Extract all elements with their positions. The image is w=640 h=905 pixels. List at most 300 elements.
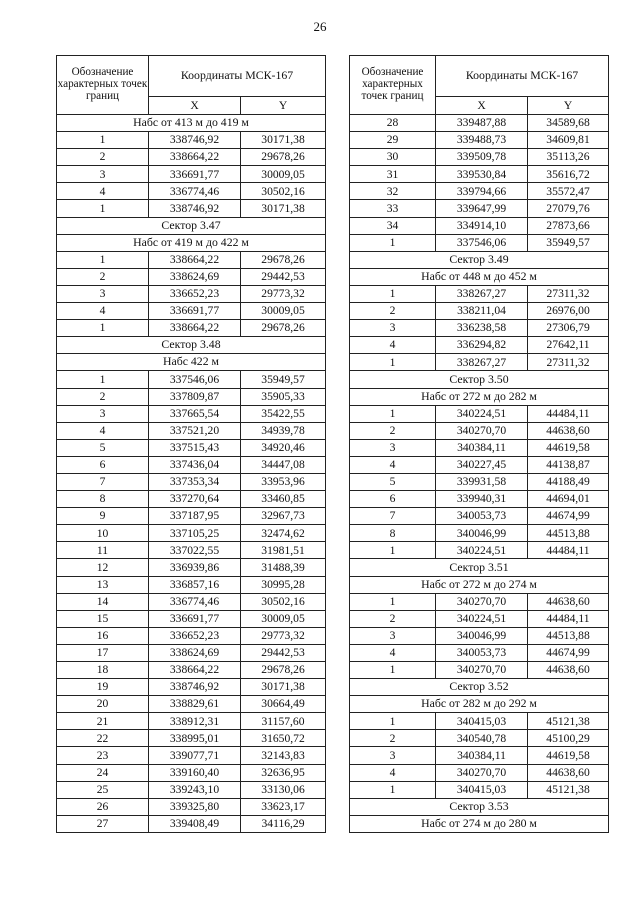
header-y-label: Y bbox=[528, 97, 609, 115]
table-row bbox=[57, 593, 326, 610]
x-coordinate-cell: 336774,46 bbox=[149, 593, 241, 610]
y-coordinate-cell: 31157,60 bbox=[241, 713, 326, 730]
y-coordinate-cell: 27306,79 bbox=[528, 320, 609, 337]
x-coordinate-cell: 339647,99 bbox=[436, 200, 528, 217]
y-coordinate-cell: 34589,68 bbox=[528, 115, 609, 132]
x-coordinate-cell: 340270,70 bbox=[436, 662, 528, 679]
section-title: Набс от 274 м до 280 м bbox=[350, 815, 609, 832]
y-coordinate-cell: 30171,38 bbox=[241, 200, 326, 217]
table-row bbox=[350, 439, 609, 456]
x-coordinate-cell: 336294,82 bbox=[436, 337, 528, 354]
x-coordinate-cell: 339488,73 bbox=[436, 132, 528, 149]
table-row bbox=[350, 508, 609, 525]
x-coordinate-cell: 337270,64 bbox=[149, 491, 241, 508]
y-coordinate-cell: 34609,81 bbox=[528, 132, 609, 149]
x-coordinate-cell: 337105,25 bbox=[149, 525, 241, 542]
y-coordinate-cell: 33623,17 bbox=[241, 798, 326, 815]
table-row bbox=[350, 285, 609, 302]
y-coordinate-cell: 33953,96 bbox=[241, 473, 326, 490]
y-coordinate-cell: 35616,72 bbox=[528, 166, 609, 183]
section-title: Сектор 3.47 bbox=[57, 217, 326, 234]
point-number-cell: 9 bbox=[57, 508, 149, 525]
x-coordinate-cell: 338211,04 bbox=[436, 303, 528, 320]
point-number-cell: 13 bbox=[57, 576, 149, 593]
point-number-cell: 28 bbox=[350, 115, 436, 132]
point-number-cell: 2 bbox=[57, 388, 149, 405]
point-number-cell: 25 bbox=[57, 781, 149, 798]
x-coordinate-cell: 336652,23 bbox=[149, 285, 241, 302]
point-number-cell: 1 bbox=[350, 542, 436, 559]
x-coordinate-cell: 337521,20 bbox=[149, 422, 241, 439]
y-coordinate-cell: 32636,95 bbox=[241, 764, 326, 781]
x-coordinate-cell: 338664,22 bbox=[149, 320, 241, 337]
section-row bbox=[350, 559, 609, 576]
table-row bbox=[57, 439, 326, 456]
y-coordinate-cell: 29678,26 bbox=[241, 662, 326, 679]
table-row bbox=[57, 149, 326, 166]
x-coordinate-cell: 334914,10 bbox=[436, 217, 528, 234]
point-number-cell: 26 bbox=[57, 798, 149, 815]
point-number-cell: 1 bbox=[57, 200, 149, 217]
x-coordinate-cell: 338664,22 bbox=[149, 251, 241, 268]
x-coordinate-cell: 340540,78 bbox=[436, 730, 528, 747]
y-coordinate-cell: 44484,11 bbox=[528, 542, 609, 559]
x-coordinate-cell: 339243,10 bbox=[149, 781, 241, 798]
table-row bbox=[57, 764, 326, 781]
y-coordinate-cell: 27079,76 bbox=[528, 200, 609, 217]
y-coordinate-cell: 31488,39 bbox=[241, 559, 326, 576]
table-row bbox=[57, 730, 326, 747]
y-coordinate-cell: 29678,26 bbox=[241, 149, 326, 166]
y-coordinate-cell: 44638,60 bbox=[528, 422, 609, 439]
y-coordinate-cell: 44513,88 bbox=[528, 627, 609, 644]
x-coordinate-cell: 338664,22 bbox=[149, 149, 241, 166]
section-title: Набс от 272 м до 282 м bbox=[350, 388, 609, 405]
point-number-cell: 6 bbox=[350, 491, 436, 508]
x-coordinate-cell: 337187,95 bbox=[149, 508, 241, 525]
x-coordinate-cell: 336691,77 bbox=[149, 303, 241, 320]
point-number-cell: 8 bbox=[350, 525, 436, 542]
table-row bbox=[350, 200, 609, 217]
x-coordinate-cell: 339931,58 bbox=[436, 473, 528, 490]
section-row bbox=[57, 217, 326, 234]
table-row bbox=[350, 593, 609, 610]
table-row bbox=[350, 234, 609, 251]
table-row bbox=[57, 815, 326, 832]
y-coordinate-cell: 45100,29 bbox=[528, 730, 609, 747]
y-coordinate-cell: 29442,53 bbox=[241, 268, 326, 285]
point-number-cell: 1 bbox=[350, 662, 436, 679]
table-body-right bbox=[350, 115, 609, 833]
point-number-cell: 2 bbox=[350, 730, 436, 747]
y-coordinate-cell: 44694,01 bbox=[528, 491, 609, 508]
table-row bbox=[350, 713, 609, 730]
y-coordinate-cell: 30664,49 bbox=[241, 696, 326, 713]
y-coordinate-cell: 44638,60 bbox=[528, 593, 609, 610]
x-coordinate-cell: 338624,69 bbox=[149, 644, 241, 661]
y-coordinate-cell: 30502,16 bbox=[241, 183, 326, 200]
section-title: Набс от 272 м до 274 м bbox=[350, 576, 609, 593]
x-coordinate-cell: 338664,22 bbox=[149, 662, 241, 679]
table-row bbox=[57, 285, 326, 302]
x-coordinate-cell: 340046,99 bbox=[436, 525, 528, 542]
section-row bbox=[350, 576, 609, 593]
table-row bbox=[57, 422, 326, 439]
point-number-cell: 1 bbox=[350, 593, 436, 610]
y-coordinate-cell: 44619,58 bbox=[528, 439, 609, 456]
point-number-cell: 1 bbox=[57, 251, 149, 268]
x-coordinate-cell: 340415,03 bbox=[436, 781, 528, 798]
point-number-cell: 2 bbox=[350, 422, 436, 439]
x-coordinate-cell: 339530,84 bbox=[436, 166, 528, 183]
table-row bbox=[57, 320, 326, 337]
x-coordinate-cell: 338746,92 bbox=[149, 679, 241, 696]
y-coordinate-cell: 44638,60 bbox=[528, 764, 609, 781]
table-row bbox=[57, 696, 326, 713]
y-coordinate-cell: 29442,53 bbox=[241, 644, 326, 661]
y-coordinate-cell: 32474,62 bbox=[241, 525, 326, 542]
x-coordinate-cell: 339509,78 bbox=[436, 149, 528, 166]
point-number-cell: 17 bbox=[57, 644, 149, 661]
x-coordinate-cell: 340384,11 bbox=[436, 747, 528, 764]
x-coordinate-cell: 338746,92 bbox=[149, 200, 241, 217]
section-title: Сектор 3.50 bbox=[350, 371, 609, 388]
section-row bbox=[57, 337, 326, 354]
x-coordinate-cell: 337436,04 bbox=[149, 456, 241, 473]
point-number-cell: 3 bbox=[57, 285, 149, 302]
x-coordinate-cell: 340384,11 bbox=[436, 439, 528, 456]
table-row bbox=[350, 354, 609, 371]
table-row bbox=[350, 183, 609, 200]
table-row bbox=[350, 610, 609, 627]
x-coordinate-cell: 340224,51 bbox=[436, 405, 528, 422]
table-row bbox=[350, 337, 609, 354]
table-row bbox=[350, 217, 609, 234]
x-coordinate-cell: 336691,77 bbox=[149, 166, 241, 183]
point-number-cell: 3 bbox=[350, 439, 436, 456]
table-row bbox=[57, 525, 326, 542]
y-coordinate-cell: 34447,08 bbox=[241, 456, 326, 473]
point-number-cell: 4 bbox=[57, 422, 149, 439]
y-coordinate-cell: 45121,38 bbox=[528, 781, 609, 798]
y-coordinate-cell: 44674,99 bbox=[528, 644, 609, 661]
table-row bbox=[350, 491, 609, 508]
point-number-cell: 1 bbox=[57, 132, 149, 149]
section-row bbox=[350, 679, 609, 696]
y-coordinate-cell: 31650,72 bbox=[241, 730, 326, 747]
x-coordinate-cell: 339325,80 bbox=[149, 798, 241, 815]
x-coordinate-cell: 339160,40 bbox=[149, 764, 241, 781]
point-number-cell: 2 bbox=[350, 303, 436, 320]
table-row bbox=[350, 166, 609, 183]
header-system-label: Координаты МСК-167 bbox=[149, 56, 326, 97]
section-title: Набс 422 м bbox=[57, 354, 326, 371]
y-coordinate-cell: 30009,05 bbox=[241, 303, 326, 320]
section-title: Сектор 3.51 bbox=[350, 559, 609, 576]
table-row bbox=[350, 730, 609, 747]
point-number-cell: 1 bbox=[350, 713, 436, 730]
table-row bbox=[350, 644, 609, 661]
y-coordinate-cell: 44513,88 bbox=[528, 525, 609, 542]
y-coordinate-cell: 29773,32 bbox=[241, 627, 326, 644]
point-number-cell: 2 bbox=[350, 610, 436, 627]
y-coordinate-cell: 35422,55 bbox=[241, 405, 326, 422]
y-coordinate-cell: 34939,78 bbox=[241, 422, 326, 439]
x-coordinate-cell: 340270,70 bbox=[436, 593, 528, 610]
x-coordinate-cell: 338624,69 bbox=[149, 268, 241, 285]
point-number-cell: 27 bbox=[57, 815, 149, 832]
table-body-left bbox=[57, 115, 326, 833]
x-coordinate-cell: 340046,99 bbox=[436, 627, 528, 644]
y-coordinate-cell: 35949,57 bbox=[528, 234, 609, 251]
table-row bbox=[57, 781, 326, 798]
y-coordinate-cell: 34116,29 bbox=[241, 815, 326, 832]
point-number-cell: 18 bbox=[57, 662, 149, 679]
table-row bbox=[350, 764, 609, 781]
point-number-cell: 8 bbox=[57, 491, 149, 508]
table-row bbox=[57, 371, 326, 388]
section-title: Набс от 419 м до 422 м bbox=[57, 234, 326, 251]
y-coordinate-cell: 30171,38 bbox=[241, 132, 326, 149]
point-number-cell: 14 bbox=[57, 593, 149, 610]
x-coordinate-cell: 340053,73 bbox=[436, 508, 528, 525]
table-row bbox=[57, 713, 326, 730]
table-row bbox=[350, 662, 609, 679]
section-row bbox=[57, 234, 326, 251]
section-title: Сектор 3.52 bbox=[350, 679, 609, 696]
y-coordinate-cell: 27311,32 bbox=[528, 285, 609, 302]
table-row bbox=[57, 644, 326, 661]
coordinates-table-left bbox=[56, 55, 326, 833]
x-coordinate-cell: 336652,23 bbox=[149, 627, 241, 644]
section-title: Набс от 448 м до 452 м bbox=[350, 268, 609, 285]
table-row bbox=[57, 576, 326, 593]
y-coordinate-cell: 33130,06 bbox=[241, 781, 326, 798]
y-coordinate-cell: 32143,83 bbox=[241, 747, 326, 764]
point-number-cell: 2 bbox=[57, 149, 149, 166]
x-coordinate-cell: 338267,27 bbox=[436, 285, 528, 302]
section-row bbox=[350, 268, 609, 285]
header-point-label: Обозначение характерных точек границ bbox=[350, 56, 436, 115]
point-number-cell: 1 bbox=[350, 781, 436, 798]
section-title: Набс от 282 м до 292 м bbox=[350, 696, 609, 713]
section-row bbox=[350, 798, 609, 815]
y-coordinate-cell: 44188,49 bbox=[528, 473, 609, 490]
y-coordinate-cell: 35572,47 bbox=[528, 183, 609, 200]
table-row bbox=[350, 320, 609, 337]
y-coordinate-cell: 45121,38 bbox=[528, 713, 609, 730]
table-row bbox=[350, 132, 609, 149]
point-number-cell: 4 bbox=[350, 456, 436, 473]
table-row bbox=[57, 456, 326, 473]
section-row bbox=[350, 815, 609, 832]
x-coordinate-cell: 339487,88 bbox=[436, 115, 528, 132]
y-coordinate-cell: 44484,11 bbox=[528, 610, 609, 627]
x-coordinate-cell: 338746,92 bbox=[149, 132, 241, 149]
section-row bbox=[350, 696, 609, 713]
table-row bbox=[350, 542, 609, 559]
point-number-cell: 12 bbox=[57, 559, 149, 576]
point-number-cell: 1 bbox=[350, 405, 436, 422]
x-coordinate-cell: 338995,01 bbox=[149, 730, 241, 747]
section-row bbox=[57, 354, 326, 371]
section-row bbox=[350, 251, 609, 268]
table-row bbox=[57, 679, 326, 696]
x-coordinate-cell: 339408,49 bbox=[149, 815, 241, 832]
coordinates-table-right bbox=[349, 55, 609, 833]
point-number-cell: 31 bbox=[350, 166, 436, 183]
y-coordinate-cell: 29773,32 bbox=[241, 285, 326, 302]
point-number-cell: 10 bbox=[57, 525, 149, 542]
point-number-cell: 3 bbox=[350, 627, 436, 644]
section-row bbox=[350, 388, 609, 405]
x-coordinate-cell: 340270,70 bbox=[436, 422, 528, 439]
x-coordinate-cell: 336691,77 bbox=[149, 610, 241, 627]
point-number-cell: 4 bbox=[350, 644, 436, 661]
table-row bbox=[350, 149, 609, 166]
table-row bbox=[350, 473, 609, 490]
table-row bbox=[57, 303, 326, 320]
y-coordinate-cell: 44484,11 bbox=[528, 405, 609, 422]
header-point-label: Обозначение характерных точек границ bbox=[57, 56, 149, 115]
section-row bbox=[350, 371, 609, 388]
y-coordinate-cell: 31981,51 bbox=[241, 542, 326, 559]
table-row bbox=[57, 491, 326, 508]
table-row bbox=[350, 405, 609, 422]
page-number: 26 bbox=[313, 19, 327, 34]
table-row bbox=[57, 251, 326, 268]
y-coordinate-cell: 44619,58 bbox=[528, 747, 609, 764]
point-number-cell: 21 bbox=[57, 713, 149, 730]
y-coordinate-cell: 30995,28 bbox=[241, 576, 326, 593]
table-row bbox=[57, 132, 326, 149]
x-coordinate-cell: 336774,46 bbox=[149, 183, 241, 200]
table-row bbox=[57, 183, 326, 200]
y-coordinate-cell: 27311,32 bbox=[528, 354, 609, 371]
x-coordinate-cell: 340227,45 bbox=[436, 456, 528, 473]
table-row bbox=[57, 388, 326, 405]
table-row bbox=[350, 747, 609, 764]
y-coordinate-cell: 33460,85 bbox=[241, 491, 326, 508]
y-coordinate-cell: 30009,05 bbox=[241, 610, 326, 627]
table-row bbox=[57, 747, 326, 764]
y-coordinate-cell: 29678,26 bbox=[241, 320, 326, 337]
table-row bbox=[57, 200, 326, 217]
x-coordinate-cell: 337546,06 bbox=[436, 234, 528, 251]
point-number-cell: 4 bbox=[57, 183, 149, 200]
y-coordinate-cell: 27642,11 bbox=[528, 337, 609, 354]
point-number-cell: 3 bbox=[350, 747, 436, 764]
point-number-cell: 7 bbox=[57, 473, 149, 490]
table-row bbox=[350, 627, 609, 644]
y-coordinate-cell: 32967,73 bbox=[241, 508, 326, 525]
x-coordinate-cell: 336939,86 bbox=[149, 559, 241, 576]
x-coordinate-cell: 337353,34 bbox=[149, 473, 241, 490]
point-number-cell: 29 bbox=[350, 132, 436, 149]
table-row bbox=[57, 268, 326, 285]
y-coordinate-cell: 44674,99 bbox=[528, 508, 609, 525]
x-coordinate-cell: 338829,61 bbox=[149, 696, 241, 713]
table-row bbox=[57, 405, 326, 422]
header-y-label: Y bbox=[241, 97, 326, 115]
table-row bbox=[350, 525, 609, 542]
x-coordinate-cell: 340053,73 bbox=[436, 644, 528, 661]
section-title: Сектор 3.49 bbox=[350, 251, 609, 268]
point-number-cell: 19 bbox=[57, 679, 149, 696]
y-coordinate-cell: 27873,66 bbox=[528, 217, 609, 234]
point-number-cell: 1 bbox=[57, 320, 149, 337]
section-title: Сектор 3.48 bbox=[57, 337, 326, 354]
y-coordinate-cell: 44638,60 bbox=[528, 662, 609, 679]
point-number-cell: 22 bbox=[57, 730, 149, 747]
point-number-cell: 1 bbox=[57, 371, 149, 388]
table-row bbox=[57, 559, 326, 576]
point-number-cell: 2 bbox=[57, 268, 149, 285]
table-row bbox=[57, 542, 326, 559]
y-coordinate-cell: 26976,00 bbox=[528, 303, 609, 320]
point-number-cell: 4 bbox=[350, 764, 436, 781]
x-coordinate-cell: 337665,54 bbox=[149, 405, 241, 422]
table-row bbox=[57, 473, 326, 490]
section-row bbox=[57, 115, 326, 132]
point-number-cell: 1 bbox=[350, 354, 436, 371]
point-number-cell: 1 bbox=[350, 285, 436, 302]
point-number-cell: 24 bbox=[57, 764, 149, 781]
y-coordinate-cell: 30171,38 bbox=[241, 679, 326, 696]
section-title: Сектор 3.53 bbox=[350, 798, 609, 815]
x-coordinate-cell: 337809,87 bbox=[149, 388, 241, 405]
y-coordinate-cell: 30502,16 bbox=[241, 593, 326, 610]
y-coordinate-cell: 35113,26 bbox=[528, 149, 609, 166]
point-number-cell: 3 bbox=[57, 166, 149, 183]
table-row bbox=[350, 456, 609, 473]
point-number-cell: 4 bbox=[350, 337, 436, 354]
table-row bbox=[57, 610, 326, 627]
x-coordinate-cell: 339794,66 bbox=[436, 183, 528, 200]
header-system-label: Координаты МСК-167 bbox=[436, 56, 609, 97]
point-number-cell: 4 bbox=[57, 303, 149, 320]
point-number-cell: 1 bbox=[350, 234, 436, 251]
x-coordinate-cell: 340270,70 bbox=[436, 764, 528, 781]
section-title: Набс от 413 м до 419 м bbox=[57, 115, 326, 132]
table-row bbox=[57, 798, 326, 815]
point-number-cell: 3 bbox=[57, 405, 149, 422]
point-number-cell: 6 bbox=[57, 456, 149, 473]
point-number-cell: 32 bbox=[350, 183, 436, 200]
y-coordinate-cell: 30009,05 bbox=[241, 166, 326, 183]
point-number-cell: 3 bbox=[350, 320, 436, 337]
y-coordinate-cell: 44138,87 bbox=[528, 456, 609, 473]
y-coordinate-cell: 29678,26 bbox=[241, 251, 326, 268]
header-x-label: X bbox=[436, 97, 528, 115]
x-coordinate-cell: 340415,03 bbox=[436, 713, 528, 730]
x-coordinate-cell: 337546,06 bbox=[149, 371, 241, 388]
table-row bbox=[350, 422, 609, 439]
y-coordinate-cell: 35905,33 bbox=[241, 388, 326, 405]
x-coordinate-cell: 338912,31 bbox=[149, 713, 241, 730]
point-number-cell: 11 bbox=[57, 542, 149, 559]
table-row bbox=[57, 627, 326, 644]
point-number-cell: 20 bbox=[57, 696, 149, 713]
y-coordinate-cell: 35949,57 bbox=[241, 371, 326, 388]
table-row bbox=[57, 166, 326, 183]
point-number-cell: 30 bbox=[350, 149, 436, 166]
point-number-cell: 33 bbox=[350, 200, 436, 217]
point-number-cell: 7 bbox=[350, 508, 436, 525]
point-number-cell: 15 bbox=[57, 610, 149, 627]
x-coordinate-cell: 339940,31 bbox=[436, 491, 528, 508]
y-coordinate-cell: 34920,46 bbox=[241, 439, 326, 456]
